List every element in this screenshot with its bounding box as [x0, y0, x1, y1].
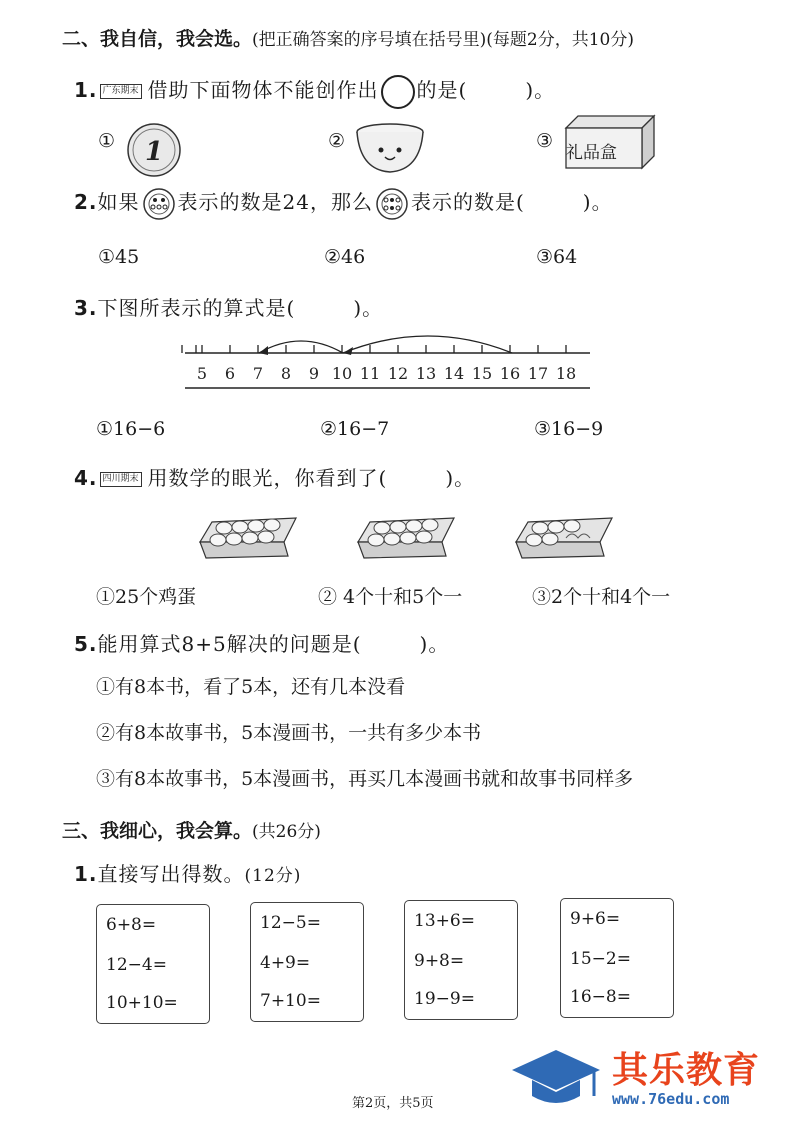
abacus-bead-icon-large — [375, 187, 409, 221]
question-text: 下图所表示的算式是( — [97, 296, 296, 320]
calc-item[interactable]: 12−5= — [260, 913, 321, 933]
question-number: 5. — [74, 632, 98, 656]
number-line-label: 8 — [280, 364, 292, 383]
q5-option-2: ②有8本故事书，5本漫画书，一共有多少本书 — [96, 722, 482, 744]
section-3-note: (共26分) — [252, 822, 321, 842]
q5-option-1: ①有8本书，看了5本，还有几本没看 — [96, 676, 406, 698]
q1-option-3-label: ③ — [536, 130, 554, 152]
number-line-label: 12 — [387, 364, 409, 383]
number-line-label: 7 — [252, 364, 264, 383]
q4-option-2: ② 4个十和5个一 — [318, 586, 463, 608]
question-text-3: 表示的数是( — [410, 190, 525, 214]
calc-item[interactable]: 10+10= — [106, 993, 178, 1013]
section-2-note: (把正确答案的序号填在括号里)(每题2分，共10分) — [252, 30, 634, 50]
question-4 — [74, 462, 475, 491]
question-number: 2. — [74, 190, 98, 214]
source-tag: 广东期末 — [100, 84, 142, 99]
gift-box-label: 礼品盒 — [566, 143, 617, 163]
question-text: 如果 — [97, 190, 140, 214]
section-3-heading — [62, 816, 321, 843]
number-line-label: 17 — [527, 364, 549, 383]
number-line-label: 5 — [196, 364, 208, 383]
calc-box-3 — [404, 900, 518, 1020]
svg-text:1: 1 — [144, 137, 164, 167]
number-line-label: 15 — [471, 364, 493, 383]
question-close: )。 — [353, 296, 384, 320]
question-close: )。 — [525, 78, 556, 102]
q5-option-3: ③有8本故事书，5本漫画书，再买几本漫画书就和故事书同样多 — [96, 768, 634, 790]
q4-option-3: ③2个十和4个一 — [532, 586, 671, 608]
calc-box-2 — [250, 902, 364, 1022]
calc-item[interactable]: 4+9= — [260, 953, 311, 973]
coin-icon — [126, 122, 182, 178]
q3-option-1: ①16−6 — [96, 418, 166, 440]
jump-arrow-2 — [259, 341, 343, 353]
number-line-label: 13 — [415, 364, 437, 383]
q3-option-2: ②16−7 — [320, 418, 390, 440]
q4-option-1: ①25个鸡蛋 — [96, 586, 197, 608]
question-close: )。 — [419, 632, 450, 656]
calc-item[interactable]: 9+6= — [570, 909, 621, 929]
number-line-label: 11 — [359, 364, 381, 383]
section-2-title: 二、我自信，我会选。 — [62, 28, 253, 50]
calc-box-1 — [96, 904, 210, 1024]
section-3-title: 三、我细心，我会算。 — [62, 820, 253, 842]
question-number: 1. — [74, 862, 98, 886]
question-2 — [74, 186, 613, 221]
question-number: 1. — [74, 78, 98, 102]
graduation-cap-icon — [510, 1046, 602, 1112]
logo-url: www.76edu.com — [612, 1090, 730, 1108]
number-line-label: 16 — [499, 364, 521, 383]
question-number: 3. — [74, 296, 98, 320]
q1-option-2-label: ② — [328, 130, 346, 152]
logo-name: 其乐教育 — [612, 1050, 761, 1091]
calc-item[interactable]: 16−8= — [570, 987, 631, 1007]
egg-carton-full-icon-2 — [356, 512, 456, 562]
question-close: )。 — [582, 190, 613, 214]
calc-item[interactable]: 6+8= — [106, 915, 157, 935]
number-line-label: 14 — [443, 364, 465, 383]
q1-option-1-label: ① — [98, 130, 116, 152]
question-points: (12分) — [244, 866, 302, 886]
jump-arrow-1 — [343, 336, 512, 353]
section-2-heading — [62, 24, 634, 51]
calc-item[interactable]: 13+6= — [414, 911, 475, 931]
question-3 — [74, 292, 383, 321]
q3-option-3: ③16−9 — [534, 418, 604, 440]
q2-option-1: ①45 — [98, 246, 140, 268]
jump-arrow-1-head — [343, 347, 353, 355]
number-line-label: 10 — [331, 364, 353, 383]
question-text: 用数学的眼光，你看到了( — [147, 466, 388, 490]
question-5 — [74, 628, 449, 657]
egg-carton-full-icon — [198, 512, 298, 562]
q2-option-2: ②46 — [324, 246, 366, 268]
q2-option-3: ③64 — [536, 246, 578, 268]
calc-item[interactable]: 9+8= — [414, 951, 465, 971]
circle-shape-icon — [381, 75, 415, 109]
bowl-icon — [354, 120, 426, 176]
abacus-bead-icon-small — [142, 187, 176, 221]
s3-question-1 — [74, 858, 301, 887]
question-number: 4. — [74, 466, 98, 490]
question-close: )。 — [445, 466, 476, 490]
number-line-label: 9 — [308, 364, 320, 383]
source-tag: 四川期末 — [100, 472, 142, 487]
question-text-2: 表示的数是24，那么 — [177, 190, 373, 214]
question-1 — [74, 74, 555, 109]
question-text: 借助下面物体不能创作出 — [147, 78, 379, 102]
calc-item[interactable]: 12−4= — [106, 955, 167, 975]
number-line-label: 6 — [224, 364, 236, 383]
calc-item[interactable]: 7+10= — [260, 991, 321, 1011]
number-line-label: 18 — [555, 364, 577, 383]
question-text: 直接写出得数。 — [97, 862, 245, 886]
calc-item[interactable]: 19−9= — [414, 989, 475, 1009]
page-number: 第2页，共5页 — [352, 1096, 434, 1111]
number-line — [180, 325, 600, 395]
egg-carton-partial-icon — [514, 512, 614, 562]
question-text-2: 的是( — [416, 78, 468, 102]
calc-item[interactable]: 15−2= — [570, 949, 631, 969]
calc-box-4 — [560, 898, 674, 1018]
question-text: 能用算式8+5解决的问题是( — [97, 632, 362, 656]
